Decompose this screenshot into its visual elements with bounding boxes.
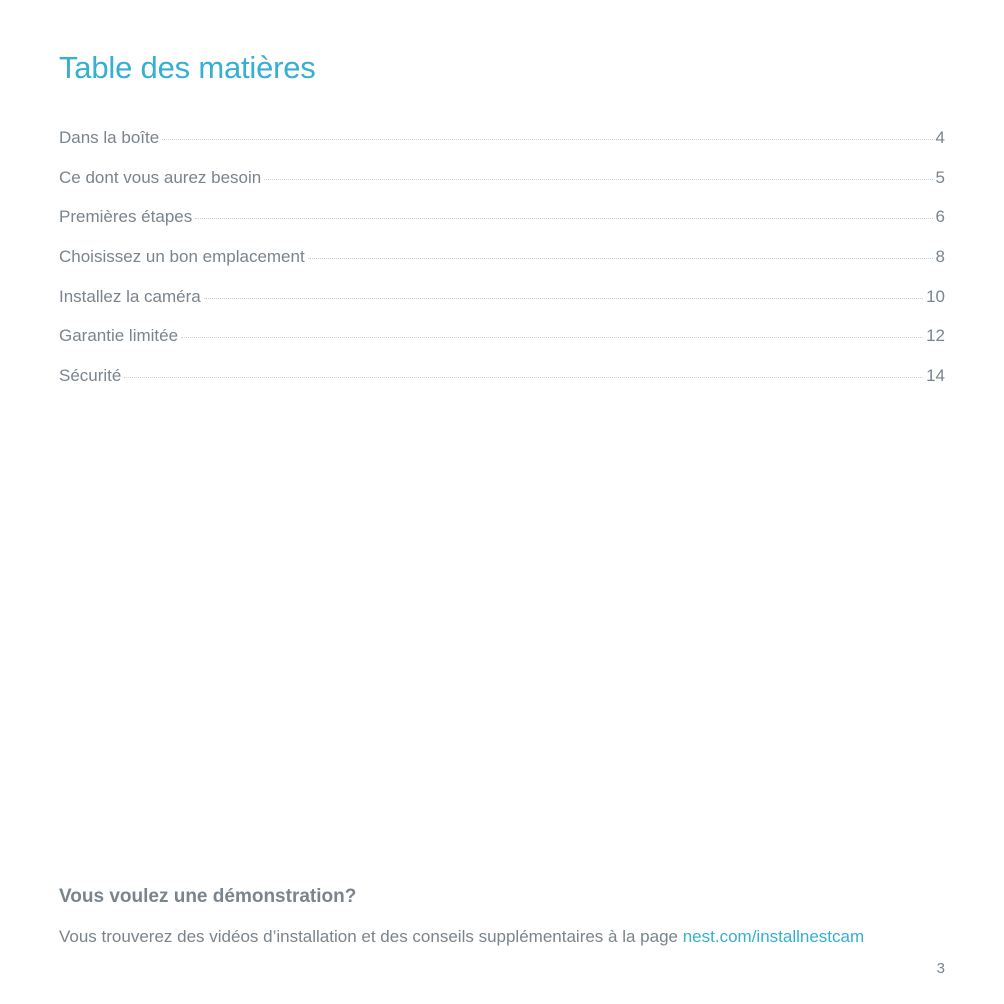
table-of-contents bbox=[59, 128, 945, 406]
demo-text: Vous trouverez des vidéos d’installation et des conseils supplémentaires à la page bbox=[59, 927, 683, 946]
dotted-leader bbox=[181, 337, 923, 338]
toc-entry-choisissez-un-bon-emplacement[interactable] bbox=[59, 247, 945, 287]
dotted-leader bbox=[264, 179, 932, 180]
toc-entry-dans-la-boite[interactable] bbox=[59, 128, 945, 168]
page-number: 3 bbox=[936, 960, 945, 977]
dotted-leader bbox=[308, 258, 933, 259]
toc-entry-label: Dans la boîte bbox=[59, 128, 160, 147]
dotted-leader bbox=[124, 377, 923, 378]
toc-entry-label: Premières étapes bbox=[59, 207, 193, 227]
toc-entry-garantie-limitee[interactable] bbox=[59, 326, 945, 366]
page-title: Table des matières bbox=[59, 50, 316, 85]
toc-entry-page: 6 bbox=[935, 207, 945, 227]
dotted-leader bbox=[204, 298, 923, 299]
toc-entry-label: Choisissez un bon emplacement bbox=[59, 247, 305, 267]
toc-entry-premieres-etapes[interactable] bbox=[59, 207, 945, 247]
toc-entry-label: Garantie limitée bbox=[59, 326, 179, 346]
toc-entry-page: 14 bbox=[926, 366, 945, 386]
toc-entry-securite[interactable] bbox=[59, 366, 945, 406]
dotted-leader bbox=[162, 139, 932, 140]
demo-paragraph bbox=[59, 927, 864, 947]
toc-entry-page: 12 bbox=[926, 326, 945, 346]
toc-entry-page: 5 bbox=[935, 167, 945, 187]
dotted-leader bbox=[195, 218, 932, 219]
toc-entry-page: 10 bbox=[926, 286, 945, 306]
toc-entry-label: Ce dont vous aurez besoin bbox=[59, 167, 262, 187]
demo-heading: Vous voulez une démonstration? bbox=[59, 886, 357, 907]
toc-entry-page: 4 bbox=[935, 128, 945, 147]
toc-entry-page: 8 bbox=[935, 247, 945, 267]
toc-entry-installez-la-camera[interactable] bbox=[59, 287, 945, 327]
toc-entry-label: Sécurité bbox=[59, 366, 122, 386]
toc-entry-label: Installez la caméra bbox=[59, 286, 201, 306]
install-video-link[interactable]: nest.com/installnestcam bbox=[682, 927, 865, 946]
toc-entry-ce-dont-vous-aurez-besoin[interactable] bbox=[59, 168, 945, 208]
